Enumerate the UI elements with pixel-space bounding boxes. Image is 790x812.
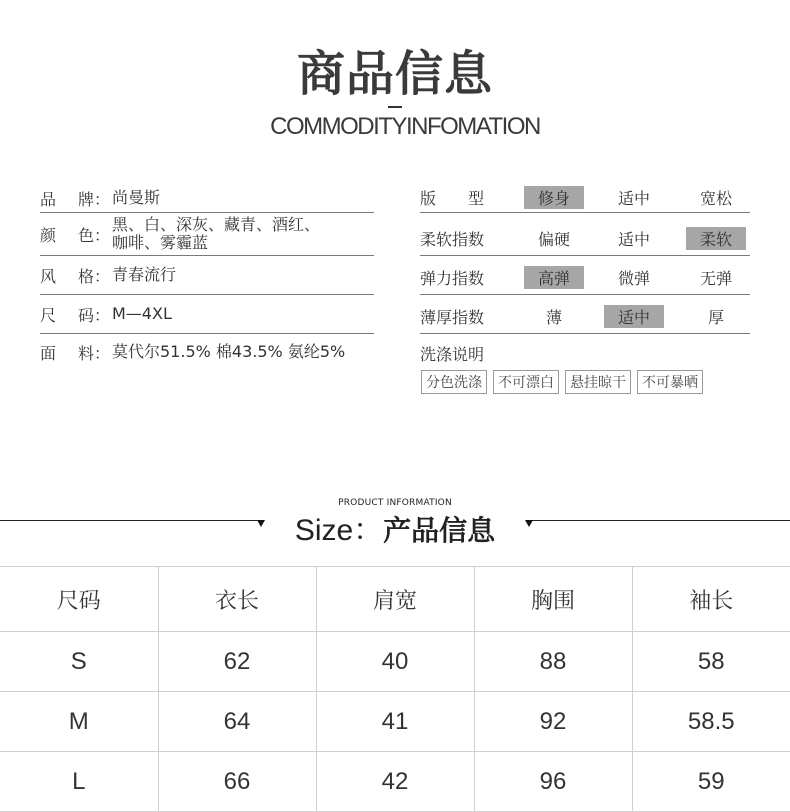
table-row <box>0 692 790 752</box>
table-cell: 64 <box>158 692 316 752</box>
table-cell: 96 <box>474 752 632 812</box>
table-cell: L <box>0 752 158 812</box>
index-label: 版 型 <box>420 189 485 208</box>
index-option: 适中 <box>617 189 650 208</box>
wash-tag: 悬挂晾干 <box>565 370 631 394</box>
attr-value-line: 黑、白、深灰、藏青、酒红、 <box>112 215 321 234</box>
attr-row-size <box>40 295 374 334</box>
index-option: 厚 <box>707 308 724 327</box>
table-row <box>0 752 790 812</box>
attr-row-color <box>40 213 374 256</box>
table-header-cell: 胸围 <box>474 567 632 632</box>
index-option-selected: 柔软 <box>686 227 746 250</box>
index-row-softness <box>420 213 750 256</box>
table-header-row <box>0 567 790 632</box>
attr-row-fabric <box>40 334 374 370</box>
wash-tag: 不可漂白 <box>493 370 559 394</box>
attr-row-style <box>40 256 374 295</box>
attr-key-char: 码： <box>78 305 111 325</box>
attr-value: 莫代尔51.5% 棉43.5% 氨纶5% <box>112 342 346 361</box>
index-label: 薄厚指数 <box>420 308 485 327</box>
table-cell: 92 <box>474 692 632 752</box>
index-row-elasticity <box>420 256 750 295</box>
index-label: 弹力指数 <box>420 269 485 288</box>
index-option: 微弹 <box>617 269 650 288</box>
attr-key <box>40 303 112 326</box>
attr-value: 尚曼斯 <box>112 188 161 207</box>
attr-key <box>40 187 112 210</box>
attr-key-char: 面 <box>40 343 57 363</box>
attr-key-char: 颜 <box>40 225 57 245</box>
wash-tag: 分色洗涤 <box>421 370 487 394</box>
index-row-fit <box>420 184 750 213</box>
attr-key-char: 品 <box>40 189 57 209</box>
attr-key-char: 尺 <box>40 305 57 325</box>
index-option: 宽松 <box>699 189 732 208</box>
attr-key <box>40 223 112 246</box>
index-option-selected: 高弹 <box>524 266 584 289</box>
table-cell: 40 <box>316 632 474 692</box>
table-cell: 58 <box>632 632 790 692</box>
attr-key-char: 色： <box>78 225 111 245</box>
table-cell: 58.5 <box>632 692 790 752</box>
size-heading-prefix: Size： <box>294 514 384 547</box>
wash-tags <box>421 370 703 394</box>
attr-value-line: 咖啡、雾霾蓝 <box>112 233 209 252</box>
table-header-cell: 衣长 <box>158 567 316 632</box>
size-heading <box>0 512 790 554</box>
index-option: 偏硬 <box>537 230 570 249</box>
table-cell: M <box>0 692 158 752</box>
attr-key <box>40 264 112 287</box>
index-option-selected: 修身 <box>524 186 584 209</box>
wash-title: 洗涤说明 <box>420 345 485 364</box>
product-information-label: PRODUCT INFORMATION <box>338 498 452 508</box>
index-label: 柔软指数 <box>420 230 485 249</box>
page-title: 商品信息 <box>296 46 493 102</box>
index-option: 无弹 <box>699 269 732 288</box>
table-cell: 59 <box>632 752 790 812</box>
index-option-selected: 适中 <box>604 305 664 328</box>
table-header-cell: 袖长 <box>632 567 790 632</box>
size-table <box>0 566 790 812</box>
attr-row-brand <box>40 184 374 213</box>
attr-value <box>112 216 320 252</box>
table-header-cell: 肩宽 <box>316 567 474 632</box>
wash-tag: 不可暴晒 <box>637 370 703 394</box>
attr-value: 青春流行 <box>112 265 177 284</box>
size-heading-text: 产品信息 <box>383 514 496 547</box>
table-cell: 62 <box>158 632 316 692</box>
table-cell: 41 <box>316 692 474 752</box>
attr-key-char: 格： <box>78 266 111 286</box>
attr-value: M—4XL <box>112 304 172 323</box>
index-option: 适中 <box>617 230 650 249</box>
attr-key-char: 牌： <box>78 189 111 209</box>
attr-key-char: 风 <box>40 266 57 286</box>
table-cell: 66 <box>158 752 316 812</box>
attr-key-char: 料： <box>78 343 111 363</box>
table-row <box>0 632 790 692</box>
index-row-thickness <box>420 295 750 334</box>
index-option: 薄 <box>545 308 562 327</box>
page-subtitle: COMMODITYINFOMATION <box>270 113 540 140</box>
attr-key <box>40 341 112 364</box>
table-cell: S <box>0 632 158 692</box>
table-cell: 42 <box>316 752 474 812</box>
title-divider <box>388 106 402 108</box>
table-cell: 88 <box>474 632 632 692</box>
table-header-cell: 尺码 <box>0 567 158 632</box>
